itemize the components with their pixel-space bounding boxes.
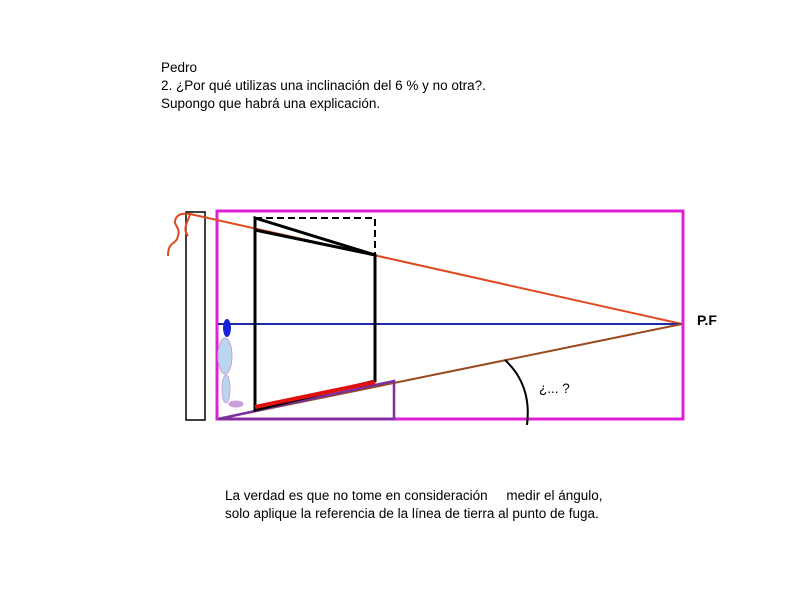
trapezoid-shape bbox=[255, 218, 375, 410]
vanishing-point-label: P.F bbox=[697, 312, 717, 328]
figure-legs bbox=[222, 375, 230, 403]
human-figure bbox=[218, 319, 243, 407]
frame-rectangle bbox=[217, 211, 683, 419]
picture-plane bbox=[186, 212, 205, 420]
question-author: Pedro bbox=[161, 60, 198, 75]
question-line-1: 2. ¿Por qué utilizas una inclinación del 6 % y no otra?. bbox=[161, 78, 486, 93]
trapezoid-top-edge bbox=[255, 230, 375, 255]
answer-line-1: La verdad es que no tome en consideración medir el ángulo, bbox=[225, 488, 603, 503]
red-inclined-edge bbox=[255, 382, 375, 407]
figure-feet bbox=[229, 401, 243, 407]
answer-line-2: solo aplique la referencia de la línea de tierra al punto de fuga. bbox=[225, 506, 599, 521]
angle-question-label: ¿... ? bbox=[539, 381, 570, 396]
answer-text bbox=[225, 487, 603, 523]
angle-arc bbox=[505, 360, 528, 425]
ground-wedge bbox=[218, 381, 394, 419]
figure-body bbox=[218, 338, 232, 374]
question-line-2: Supongo que habrá una explicación. bbox=[161, 96, 381, 111]
figure-head bbox=[223, 319, 231, 337]
